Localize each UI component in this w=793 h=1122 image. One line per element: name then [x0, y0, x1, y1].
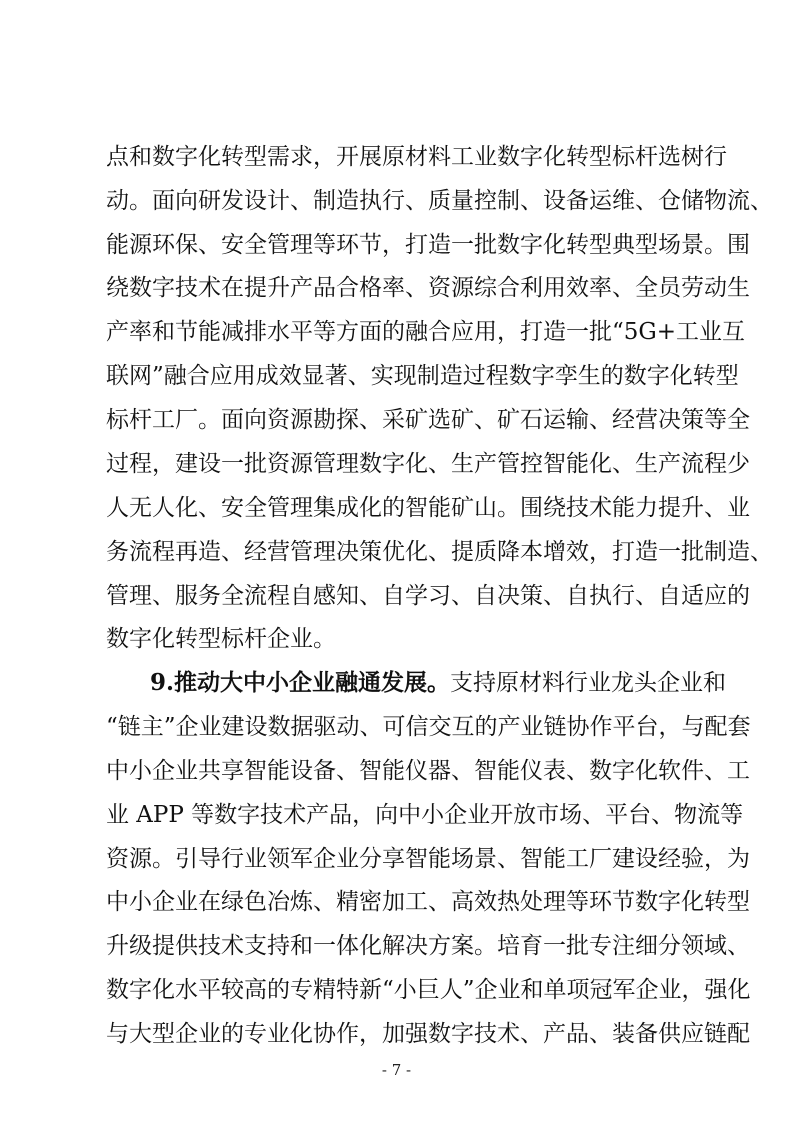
- paragraph-1-line-11: 管理、服务全流程自感知、自学习、自决策、自执行、自适应的: [106, 583, 750, 609]
- paragraph-2-line-8: 数字化水平较高的专精特新“小巨人”企业和单项冠军企业，强化: [106, 977, 751, 1003]
- paragraph-1-line-8: 过程，建设一批资源管理数字化、生产管控智能化、生产流程少: [106, 451, 750, 477]
- paragraph-1-line-3: 能源环保、安全管理等环节，打造一批数字化转型典型场景。围: [106, 232, 750, 258]
- paragraph-1-line-2: 动。面向研发设计、制造执行、质量控制、设备运维、仓储物流、: [106, 188, 773, 214]
- paragraph-1-line-4: 绕数字技术在提升产品合格率、资源综合利用效率、全员劳动生: [106, 275, 750, 301]
- paragraph-1-line-12: 数字化转型标杆企业。: [106, 626, 336, 652]
- paragraph-2-line-2: “链主”企业建设数据驱动、可信交互的产业链协作平台，与配套: [106, 714, 751, 740]
- paragraph-1-line-7: 标杆工厂。面向资源勘探、采矿选矿、矿石运输、经营决策等全: [106, 407, 750, 433]
- paragraph-1-line-5: 产率和节能减排水平等方面的融合应用，打造一批“5G+工业互: [106, 319, 746, 345]
- paragraph-2-line-1: [150, 663, 727, 703]
- paragraph-1-line-1: 点和数字化转型需求，开展原材料工业数字化转型标杆选树行: [106, 144, 727, 170]
- paragraph-1-line-9: 人无人化、安全管理集成化的智能矿山。围绕技术能力提升、业: [106, 495, 750, 521]
- paragraph-2-line-9: 与大型企业的专业化协作，加强数字技术、产品、装备供应链配: [106, 1021, 750, 1047]
- paragraph-2-line-7: 升级提供技术支持和一体化解决方案。培育一批专注细分领域、: [106, 933, 750, 959]
- paragraph-2-line-1-text: 支持原材料行业龙头企业和: [450, 670, 727, 696]
- paragraph-2-line-4: 业 APP 等数字技术产品，向中小企业开放市场、平台、物流等: [106, 802, 744, 828]
- page-number: - 7 -: [381, 1061, 412, 1079]
- section-heading: 9.推动大中小企业融通发展。: [150, 669, 451, 696]
- paragraph-2-line-5: 资源。引导行业领军企业分享智能场景、智能工厂建设经验，为: [106, 846, 750, 872]
- paragraph-2-line-6: 中小企业在绿色冶炼、精密加工、高效热处理等环节数字化转型: [106, 889, 750, 915]
- paragraph-2-line-3: 中小企业共享智能设备、智能仪器、智能仪表、数字化软件、工: [106, 758, 750, 784]
- paragraph-1-line-10: 务流程再造、经营管理决策优化、提质降本增效，打造一批制造、: [106, 539, 773, 565]
- paragraph-1-line-6: 联网”融合应用成效显著、实现制造过程数字孪生的数字化转型: [106, 363, 739, 389]
